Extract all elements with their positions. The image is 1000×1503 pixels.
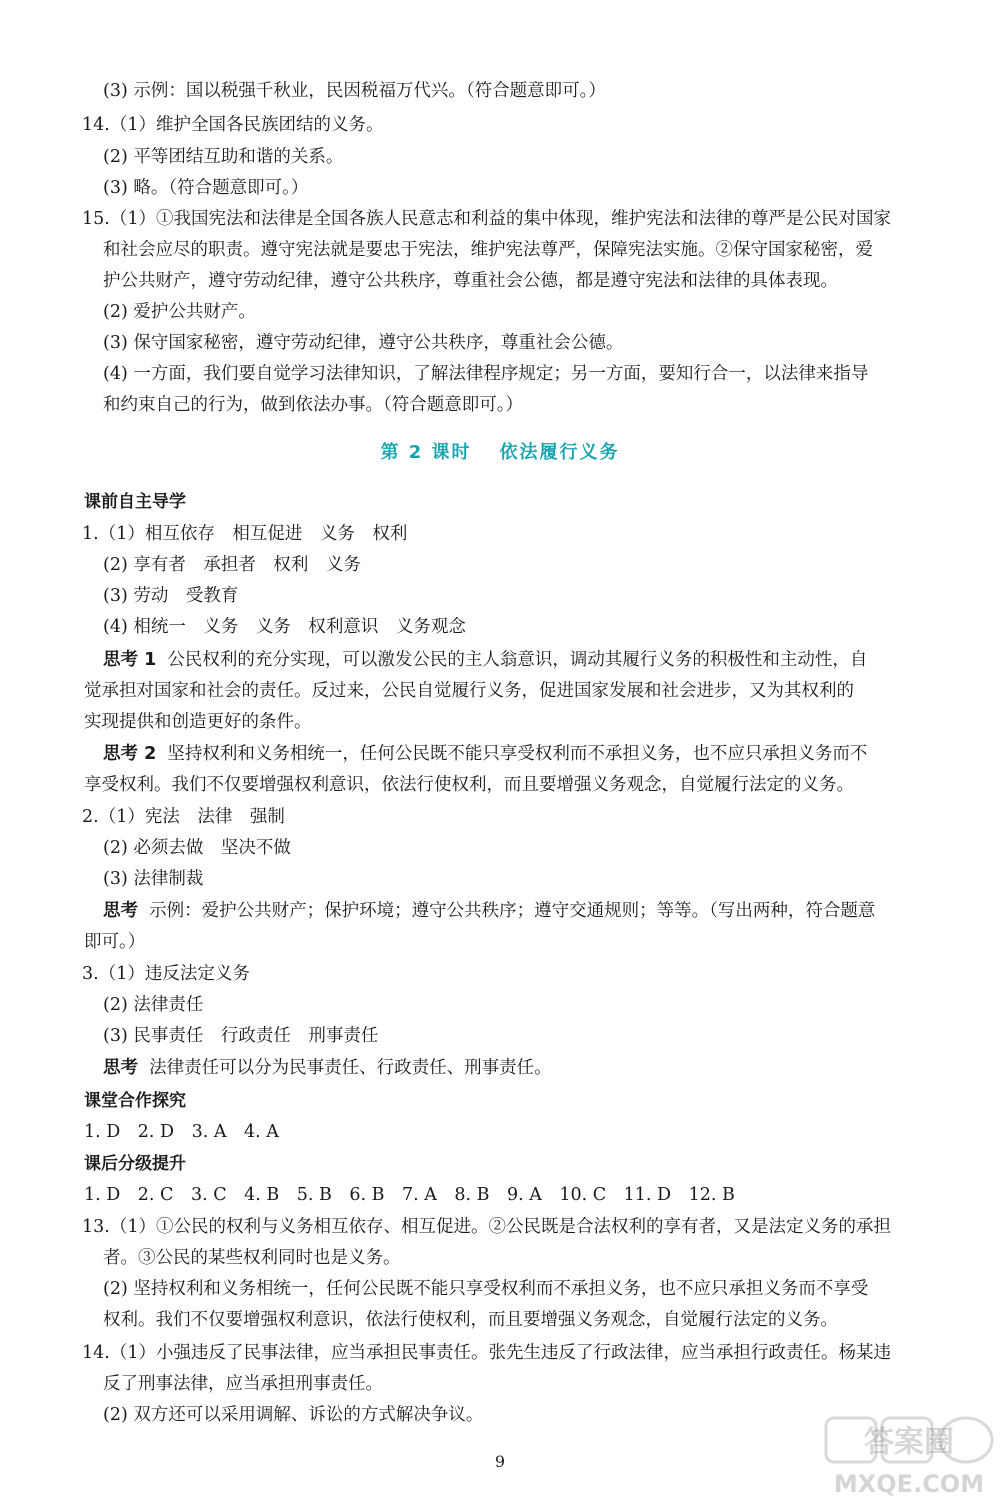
think-paragraph: 思考 法律责任可以分为民事责任、行政责任、刑事责任。	[103, 1058, 552, 1078]
think-paragraph: 思考 2 坚持权利和义务相统一，任何公民既不能只享受权利而不承担义务，也不应只承担义务而不	[103, 744, 868, 764]
section-heading: 课后分级提升	[84, 1154, 186, 1174]
answer-line: 3.（1）违反法定义务	[82, 964, 250, 984]
answer-line: 14.（1）维护全国各民族团结的义务。	[82, 115, 384, 135]
watermark-text: 答案圈	[864, 1425, 954, 1460]
answer-line: 和社会应尽的职责。遵守宪法就是要忠于宪法，维护宪法尊严，保障宪法实施。②保守国家秘密，爱	[103, 240, 873, 260]
answer-line: 即可。）	[84, 932, 146, 952]
answer-line: (3) 劳动 受教育	[103, 586, 239, 606]
answer-line: (3) 民事责任 行政责任 刑事责任	[103, 1026, 379, 1046]
think-paragraph: 思考 1 公民权利的充分实现，可以激发公民的主人翁意识，调动其履行义务的积极性和主动性，自	[103, 650, 868, 670]
answer-line: 1.（1）相互依存 相互促进 义务 权利	[82, 524, 408, 544]
lesson-title	[0, 438, 1000, 464]
answer-line: (4) 相统一 义务 义务 权利意识 义务观念	[103, 617, 466, 637]
think-label: 思考 2	[103, 744, 157, 764]
answer-line: (2) 双方还可以采用调解、诉讼的方式解决争议。	[103, 1405, 484, 1425]
answer-line: (4) 一方面，我们要自觉学习法律知识，了解法律程序规定；另一方面，要知行合一，以法律来指导	[103, 364, 869, 384]
answer-line: 权利。我们不仅要增强权利意识，依法行使权利，而且要增强义务观念，自觉履行法定的义务。	[103, 1310, 838, 1330]
answer-line: (2) 坚持权利和义务相统一，任何公民既不能只享受权利而不承担义务，也不应只承担义务而不享受	[103, 1279, 869, 1299]
answer-line: (3) 略。（符合题意即可。）	[103, 178, 309, 198]
answer-line: (2) 法律责任	[103, 995, 204, 1015]
answer-line: (3) 示例：国以税强千秋业，民因税福万代兴。（符合题意即可。）	[103, 81, 606, 101]
answer-line: 觉承担对国家和社会的责任。反过来，公民自觉履行义务，促进国家发展和社会进步，又为其权利的	[84, 681, 854, 701]
lesson-name: 依法履行义务	[499, 442, 620, 463]
answer-line: (2) 享有者 承担者 权利 义务	[103, 555, 361, 575]
think-label: 思考	[103, 901, 138, 921]
watermark-logo	[820, 1412, 998, 1500]
answer-line: 2.（1）宪法 法律 强制	[82, 807, 285, 827]
answer-line: 护公共财产，遵守劳动纪律，遵守公共秩序，尊重社会公德，都是遵守宪法和法律的具体表现。	[103, 271, 838, 291]
answer-key: 1. D 2. D 3. A 4. A	[84, 1122, 279, 1142]
answer-line: 13.（1）①公民的权利与义务相互依存、相互促进。②公民既是合法权利的享有者，又是法定义务的承担	[82, 1217, 891, 1237]
answer-line: (3) 保守国家秘密，遵守劳动纪律，遵守公共秩序，尊重社会公德。	[103, 333, 624, 353]
think-paragraph: 思考 示例：爱护公共财产；保护环境；遵守公共秩序；遵守交通规则；等等。（写出两种，符合题意	[103, 901, 876, 921]
answer-line: 和约束自己的行为，做到依法办事。（符合题意即可。）	[103, 395, 523, 415]
lesson-number: 第 2 课时	[380, 442, 472, 463]
answer-line: (3) 法律制裁	[103, 869, 204, 889]
answer-line: 实现提供和创造更好的条件。	[84, 712, 312, 732]
answer-line: (2) 爱护公共财产。	[103, 302, 256, 322]
section-heading: 课前自主导学	[84, 492, 186, 512]
answer-line: (2) 必须去做 坚决不做	[103, 838, 291, 858]
page-number: 9	[494, 1452, 506, 1471]
think-label: 思考	[103, 1058, 138, 1078]
answer-line: 15.（1）①我国宪法和法律是全国各族人民意志和利益的集中体现，维护宪法和法律的尊严是公民对国家	[82, 209, 891, 229]
think-label: 思考 1	[103, 650, 157, 670]
answer-line: (2) 平等团结互助和谐的关系。	[103, 147, 344, 167]
answer-line: 反了刑事法律，应当承担刑事责任。	[103, 1374, 383, 1394]
answer-line: 14.（1）小强违反了民事法律，应当承担民事责任。张先生违反了行政法律，应当承担行政责任。杨某违	[82, 1343, 891, 1363]
watermark-url: MXQE.COM	[833, 1470, 985, 1498]
section-heading: 课堂合作探究	[84, 1091, 186, 1111]
answer-key: 1. D 2. C 3. C 4. B 5. B 6. B 7. A 8. B 9. A 10. C 11. D 12. B	[84, 1185, 735, 1205]
answer-line: 享受权利。我们不仅要增强权利意识，依法行使权利，而且要增强义务观念，自觉履行法定的义务。	[84, 775, 854, 795]
answer-line: 者。③公民的某些权利同时也是义务。	[103, 1248, 401, 1268]
